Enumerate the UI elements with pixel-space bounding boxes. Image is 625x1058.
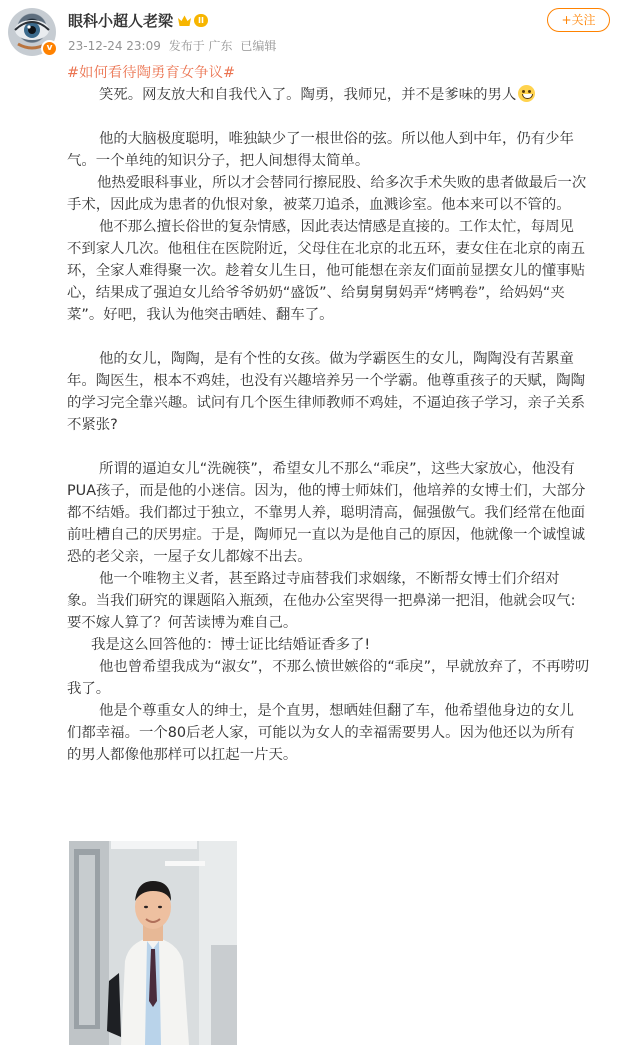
paragraph-line: 的学习完全靠兴趣。试问有几个医生律师教师不鸡娃，不逼迫孩子学习，亲子关系 bbox=[67, 395, 586, 411]
author-row bbox=[68, 10, 208, 31]
paragraph-line: 前吐槽自己的厌男症。于是，陶师兄一直以为是他自己的原因，他就像一个诚惶诚 bbox=[67, 527, 586, 543]
post-photo[interactable] bbox=[69, 841, 237, 1045]
grin-emoji-icon bbox=[518, 85, 535, 102]
post-source: 发布于 广东 bbox=[168, 39, 233, 53]
paragraph-line: 他热爱眼科事业，所以才会替同行擦屁股、给多次手术失败的患者做最后一次 bbox=[97, 175, 587, 191]
author-name[interactable]: 眼科小超人老梁 bbox=[68, 12, 174, 30]
paragraph-line: 他不那么擅长俗世的复杂情感，因此表达情感是直接的。工作太忙，每周见 bbox=[99, 219, 574, 235]
paragraph-line: 我了。 bbox=[67, 681, 111, 697]
paragraph-line: 不到家人几次。他租住在医院附近，父母住在北京的北五环，妻女住在北京的南五 bbox=[67, 241, 586, 257]
paragraph-line: 他的大脑极度聪明，唯独缺少了一根世俗的弦。所以他人到中年，仍有少年 bbox=[99, 131, 574, 147]
paragraph-line: 菜”。好吧，我认为他突击晒娃、翻车了。 bbox=[67, 307, 334, 323]
paragraph-line: 环，全家人难得聚一次。趁着女儿生日，他可能想在亲友们面前显摆女儿的懂事贴 bbox=[67, 263, 586, 279]
paragraph-line: 象。当我们研究的课题陷入瓶颈，在他办公室哭得一把鼻涕一把泪，他就会叹气: bbox=[67, 593, 576, 609]
paragraph-line: 他一个唯物主义者，甚至路过寺庙替我们求姻缘，不断帮女博士们介绍对 bbox=[99, 571, 560, 587]
post-body bbox=[67, 62, 615, 766]
verified-badge: v bbox=[41, 40, 58, 57]
topic-link[interactable]: #如何看待陶勇育女争议# bbox=[67, 65, 236, 81]
paragraph-line: 都不结婚。我们都过于独立，不靠男人养，聪明清高，倔强傲气。我们经常在他面 bbox=[67, 505, 586, 521]
paragraph-line: 的男人都像他那样可以扛起一片天。 bbox=[67, 747, 298, 763]
post-meta bbox=[68, 37, 280, 54]
blank-line bbox=[67, 326, 615, 348]
blank-line bbox=[67, 106, 615, 128]
paragraph-line: 心，结果成了强迫女儿给爷爷奶奶“盛饭”、给舅舅舅妈弄“烤鸭卷”，给妈妈“夹 bbox=[67, 285, 565, 301]
paragraph-1 bbox=[67, 84, 615, 106]
doctor-portrait-icon bbox=[69, 841, 237, 1045]
timestamp[interactable]: 23-12-24 23:09 bbox=[68, 39, 161, 53]
level-badge: II bbox=[194, 14, 208, 27]
paragraph-line: 我是这么回答他的：博士证比结婚证香多了! bbox=[91, 637, 371, 653]
edited-label[interactable]: 已编辑 bbox=[240, 39, 277, 53]
paragraph-line: 他是个尊重女人的绅士，是个直男，想晒娃但翻了车，他希望他身边的女儿 bbox=[99, 703, 574, 719]
paragraph-line: 气。一个单纯的知识分子，把人间想得太简单。 bbox=[67, 153, 370, 169]
post-header bbox=[0, 0, 625, 60]
paragraph-line: 们都幸福。一个80后老人家，可能以为女人的幸福需要男人。因为他还以为所有 bbox=[67, 725, 575, 741]
paragraph-line: 要不嫁人算了？何苦读博为难自己。 bbox=[67, 615, 298, 631]
paragraph-text: 笑死。网友放大和自我代入了。陶勇，我师兄，并不是爹味的男人 bbox=[99, 87, 517, 103]
paragraph-line: PUA孩子，而是他的小迷信。因为，他的博士师妹们，他培养的女博士们，大部分 bbox=[67, 483, 586, 499]
paragraph-line: 所谓的逼迫女儿“洗碗筷”，希望女儿不那么“乖戾”，这些大家放心，他没有 bbox=[99, 461, 575, 477]
paragraph-line: 年。陶医生，根本不鸡娃，也没有兴趣培养另一个学霸。他尊重孩子的天赋，陶陶 bbox=[67, 373, 586, 389]
paragraph-line: 恐的老父亲，一屋子女儿都嫁不出去。 bbox=[67, 549, 312, 565]
paragraph-line: 他的女儿，陶陶，是有个性的女孩。做为学霸医生的女儿，陶陶没有苦累童 bbox=[99, 351, 574, 367]
paragraph-line: 手术，因此成为患者的仇恨对象，被菜刀追杀，血溅诊室。他本来可以不管的。 bbox=[67, 197, 571, 213]
follow-button[interactable]: +关注 bbox=[547, 8, 610, 32]
paragraph-line: 不紧张? bbox=[67, 417, 118, 433]
crown-icon bbox=[177, 14, 192, 28]
paragraph-line: 他也曾希望我成为“淑女”，不那么愤世嫉俗的“乖戾”，早就放弃了，不再唠叨 bbox=[99, 659, 590, 675]
blank-line bbox=[67, 436, 615, 458]
